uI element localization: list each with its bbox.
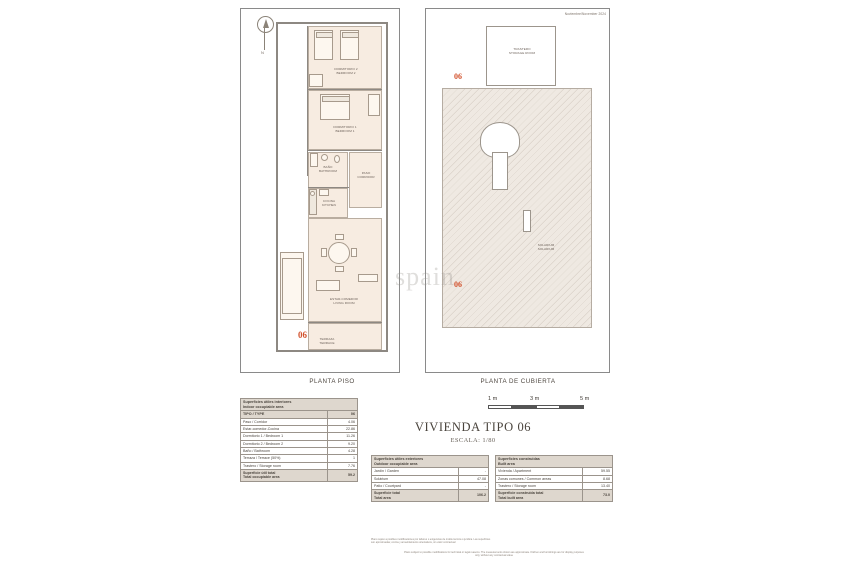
table-row xyxy=(241,411,358,418)
roof-label-solarium: SOLARIUM SOLARIUM xyxy=(537,243,555,251)
roof-label-storage: TRASTERO STORAGE ROOM xyxy=(508,47,536,55)
bed xyxy=(314,30,333,60)
scale-label-5m: 5 m xyxy=(580,396,590,402)
table-row: Patio / Courtyard - xyxy=(372,482,489,489)
table-row: Trastero / Storage room 7.76 xyxy=(241,462,358,469)
table-total-row: Superficie total Total area 106.2 xyxy=(372,490,489,502)
roof-vent xyxy=(523,210,531,232)
table-row: Estar-comedor-Cocina 22.86 xyxy=(241,426,358,433)
scale-text: ESCALA: 1/80 xyxy=(450,437,496,444)
double-bed xyxy=(320,94,350,120)
date-label: Noviembre/November 2024 xyxy=(564,12,606,16)
table-row: Dormitorio 1 / Bedroom 1 11.26 xyxy=(241,433,358,440)
table-caption: Superficies construidas Built area xyxy=(496,456,613,468)
chair xyxy=(335,266,344,272)
dining-table xyxy=(328,242,350,264)
stair-flight xyxy=(282,258,302,314)
disclaimer-spanish: Plano sujeto a posibles modificaciones por labores o exigencias de índole técnica o jurídica. Las superficies son aproximadas; cocina y amueblamiento orientativos, sin valor contractual xyxy=(371,538,491,545)
room-label-bathroom: BAÑO BATHROOM xyxy=(318,165,338,173)
table-indoor-areas xyxy=(240,398,358,482)
table-row: Trastero / Storage room 13.40 xyxy=(496,482,613,489)
pergola-base xyxy=(492,152,508,190)
table-total-row: Superficie útil total Total occupiable area 59.2 xyxy=(241,469,358,481)
sideboard xyxy=(358,274,378,282)
table-row: Zonas comunes / Common areas 8.68 xyxy=(496,475,613,482)
floor-plan-drawing xyxy=(276,22,388,352)
table-caption: Superficies útiles interiores Indoor occupiable area xyxy=(241,399,358,411)
unit-number-mark: 06 xyxy=(454,72,462,81)
kitchen-sink xyxy=(310,191,315,196)
scale-bar xyxy=(488,397,610,413)
table-built-areas xyxy=(495,455,613,502)
bed xyxy=(340,30,359,60)
watermark: spain xyxy=(395,262,455,291)
wardrobe xyxy=(368,94,380,116)
storage-room-box xyxy=(486,26,556,86)
room-living xyxy=(308,218,382,322)
wardrobe xyxy=(309,74,323,87)
column-header-type: TIPO / TYPE xyxy=(241,411,328,418)
column-header-value: 06 xyxy=(327,411,357,418)
table-total-row: Superficie construida total Total built area 73.0 xyxy=(496,490,613,502)
table-row: Baño / Bathroom 4.28 xyxy=(241,447,358,454)
room-label-terrace: TERRAZA TERRACE xyxy=(319,337,335,345)
compass-north-label: N xyxy=(261,50,264,55)
toilet xyxy=(334,155,340,163)
cooktop xyxy=(319,189,329,196)
room-label-kitchen: COCINA KITCHEN xyxy=(322,199,336,207)
shower xyxy=(310,153,318,167)
table-row: Vivienda / Apartment 59.55 xyxy=(496,468,613,475)
unit-number-mark: 06 xyxy=(298,330,307,340)
sofa xyxy=(316,280,340,291)
table-row: Terraza / Terrace (50%) 1 xyxy=(241,455,358,462)
chair xyxy=(351,248,357,257)
sink xyxy=(321,154,328,161)
room-label-bedroom-1: DORMITORIO 1 BEDROOM 1 xyxy=(333,125,357,133)
table-caption: Superficies útiles exteriores Outdoor occupiable area xyxy=(372,456,489,468)
table-row: Paso / Corridor 4.06 xyxy=(241,418,358,425)
scale-label-3m: 3 m xyxy=(530,396,540,402)
table-outdoor-areas xyxy=(371,455,489,502)
solarium-area xyxy=(442,88,592,328)
unit-number-mark: 06 xyxy=(454,280,462,289)
room-label-bedroom-2: DORMITORIO 2 BEDROOM 2 xyxy=(334,67,358,75)
roof-plan-drawing xyxy=(434,22,602,352)
page-title: VIVIENDA TIPO 06 xyxy=(414,420,532,434)
sheet-title-block xyxy=(388,420,558,444)
room-label-corridor: PASO CORRIDOR xyxy=(357,171,375,179)
scale-label-1m: 1 m xyxy=(488,396,498,402)
room-label-living: ESTAR-COMEDOR LIVING ROOM xyxy=(330,297,358,305)
disclaimer-english: Plans subject to possible modifications for technical or legal reasons. The measurements shown are approximate. Kitchen and furnishings are for display purposes only, without any contractual value xyxy=(404,551,584,558)
plan-title-right: PLANTA DE CUBIERTA xyxy=(480,378,556,385)
table-row: Solárium 47.08 xyxy=(372,475,489,482)
table-row: Jardín / Garden - xyxy=(372,468,489,475)
table-row: Dormitorio 2 / Bedroom 2 9.20 xyxy=(241,440,358,447)
chair xyxy=(335,234,344,240)
chair xyxy=(321,248,327,257)
plan-title-left: PLANTA PISO xyxy=(309,378,355,385)
